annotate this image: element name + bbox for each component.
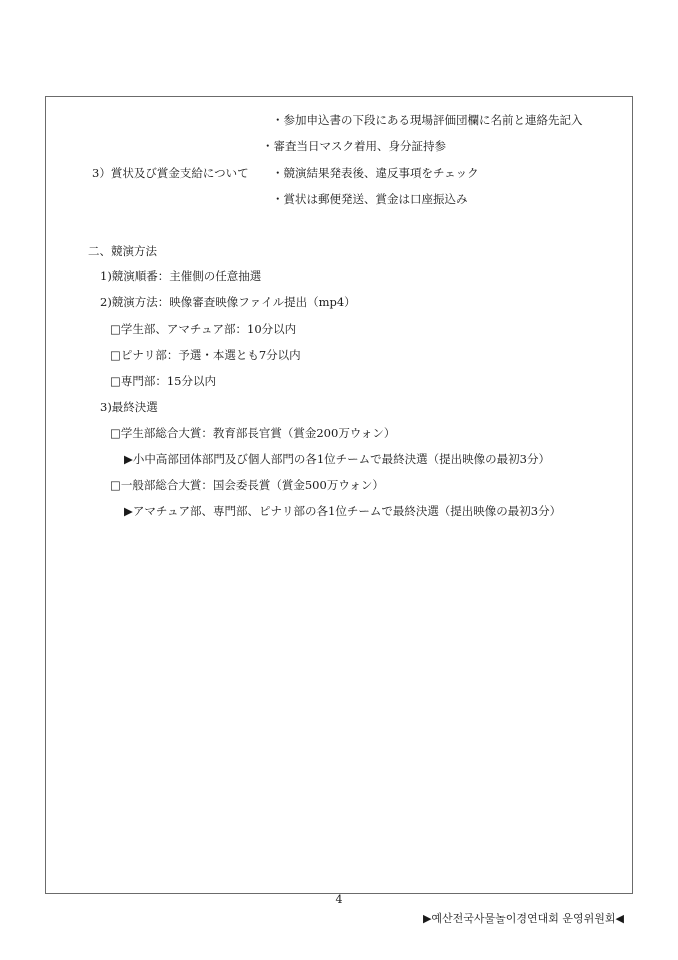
text-line-cont1: ・参加申込書の下段にある現場評価団欄に名前と連絡先記入 <box>272 113 583 127</box>
time-limit-student: □学生部、アマチュア部：10分以内 <box>110 322 297 336</box>
general-grand-prize: □一般部総合大賞：国会委長賞（賞金500万ウォン） <box>110 478 384 492</box>
time-limit-pinari: □ピナリ部：予選・本選とも7分以内 <box>110 348 301 362</box>
student-final-note: ▶小中高部団体部門及び個人部門の各1位チームで最終決選（提出映像の最初3分） <box>124 452 550 466</box>
text-line-cont2: ・審査当日マスク着用、身分証持参 <box>262 139 446 153</box>
method-order: 1)競演順番：主催側の任意抽選 <box>100 269 262 283</box>
final-round-title: 3)最終決選 <box>100 400 158 414</box>
item3-text-2: ・賞状は郵便発送、賞金は口座振込み <box>272 192 468 206</box>
page-frame <box>45 96 633 894</box>
section2-title: 二、競演方法 <box>88 244 157 258</box>
general-final-note: ▶アマチュア部、専門部、ピナリ部の各1位チームで最終決選（提出映像の最初3分） <box>124 504 562 518</box>
item3-label: 3）賞状及び賞金支給について <box>92 166 249 180</box>
student-grand-prize: □学生部総合大賞：教育部長官賞（賞金200万ウォン） <box>110 426 396 440</box>
page-number: 4 <box>335 893 343 906</box>
item3-text-1: ・競演結果発表後、違反事項をチェック <box>272 166 479 180</box>
footer-organizer: ▶예산전국사물놀이경연대회 운영위원회◀ <box>422 912 624 925</box>
method-format: 2)競演方法：映像審査映像ファイル提出（mp4） <box>100 295 356 309</box>
time-limit-pro: □専門部：15分以内 <box>110 374 216 388</box>
